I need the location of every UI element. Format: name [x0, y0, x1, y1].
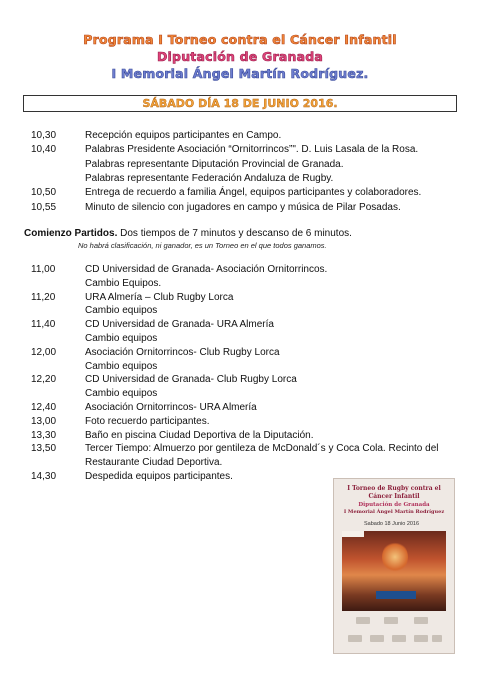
schedule-time: 12,40: [31, 402, 57, 413]
schedule-description: CD Universidad de Granada- Club Rugby Lorca: [85, 374, 297, 386]
schedule-description: Palabras Presidente Asociación “Ornitorrincos”". D. Luis Lasala de la Rosa.: [85, 144, 419, 156]
schedule-time: 11,00: [31, 264, 56, 275]
schedule-description: Palabras representante Diputación Provincial de Granada.: [85, 158, 344, 170]
schedule-description: Restaurante Ciudad Deportiva.: [85, 457, 223, 469]
poster-title-line1: I Torneo de Rugby contra el: [347, 485, 441, 492]
poster-info-box: [342, 531, 364, 537]
no-winner-note: No habrá clasificación, ni ganador, es un Torneo en el que todos ganamos.: [78, 241, 327, 250]
schedule-description: Despedida equipos participantes.: [85, 471, 233, 482]
schedule-description: CD Universidad de Granada- Asociación Ornitorrincos.: [85, 264, 328, 275]
schedule-time: 11,20: [31, 291, 56, 303]
schedule-time: 11,40: [31, 319, 56, 331]
poster-logo: [356, 617, 370, 624]
program-title: Programa I Torneo contra el Cáncer Infantil: [83, 32, 397, 47]
poster-logo: [384, 617, 398, 624]
schedule-time: 10,50: [31, 187, 57, 199]
schedule-description: Cambio equipos: [85, 333, 158, 344]
schedule-description: Asociación Ornitorrincos- Club Rugby Lorca: [85, 346, 280, 358]
schedule-time: 14,30: [31, 471, 57, 482]
schedule-time: 12,00: [31, 346, 57, 358]
tournament-poster-image: [333, 478, 455, 654]
poster-logo: [414, 617, 428, 624]
matches-start-text: Dos tiempos de 7 minutos y descanso de 6 minutos.: [120, 228, 352, 239]
schedule-time: 13,00: [31, 415, 57, 427]
poster-sunset-photo: [342, 531, 446, 611]
schedule-description: Tercer Tiempo: Almuerzo por gentileza de McDonald´s y Coca Cola. Recinto del: [85, 443, 439, 455]
schedule-description: URA Almería – Club Rugby Lorca: [85, 291, 234, 303]
schedule-description: Recepción equipos participantes en Campo.: [85, 130, 282, 141]
schedule-description: Cambio equipos: [85, 360, 158, 372]
schedule-description: Baño en piscina Ciudad Deportiva de la Diputación.: [85, 429, 314, 441]
schedule-time: 13,50: [31, 443, 57, 455]
poster-title-line2: Cáncer Infantil: [368, 493, 420, 500]
schedule-time: 12,20: [31, 374, 57, 386]
memorial-title: I Memorial Ángel Martín Rodríguez.: [111, 66, 369, 81]
schedule-description: Cambio equipos: [85, 388, 158, 400]
schedule-time: 10,40: [31, 144, 57, 156]
poster-logo: [414, 635, 428, 642]
poster-logo: [392, 635, 406, 642]
schedule-description: Cambio equipos: [85, 305, 158, 317]
poster-title-line3: Diputación de Granada: [358, 502, 430, 508]
poster-logo: [370, 635, 384, 642]
schedule-description: Asociación Ornitorrincos- URA Almería: [85, 402, 257, 413]
matches-start-line: [24, 228, 352, 239]
schedule-description: Minuto de silencio con jugadores en campo y música de Pilar Posadas.: [85, 201, 401, 213]
poster-logo: [348, 635, 362, 642]
poster-banner-strip: [376, 591, 416, 599]
schedule-time: 13,30: [31, 429, 57, 441]
event-date-box: SÁBADO DÍA 18 DE JUNIO 2016.: [23, 95, 457, 112]
schedule-description: CD Universidad de Granada- URA Almería: [85, 319, 274, 331]
poster-title-line4: I Memorial Ángel Martín Rodríguez: [343, 509, 445, 515]
poster-logo: [432, 635, 442, 642]
schedule-description: Foto recuerdo participantes.: [85, 415, 210, 427]
schedule-time: 10,55: [31, 201, 57, 213]
schedule-time: 10,30: [31, 130, 57, 141]
schedule-description: Palabras representante Federación Andaluza de Rugby.: [85, 172, 334, 184]
poster-date: Sabado 18 Junio 2016: [364, 521, 420, 527]
schedule-description: Cambio Equipos.: [85, 277, 162, 289]
schedule-description: Entrega de recuerdo a familia Ángel, equipos participantes y colaboradores.: [85, 187, 422, 199]
matches-start-label: Comienzo Partidos.: [24, 228, 118, 239]
organizer-title: Diputación de Granada: [156, 49, 323, 64]
